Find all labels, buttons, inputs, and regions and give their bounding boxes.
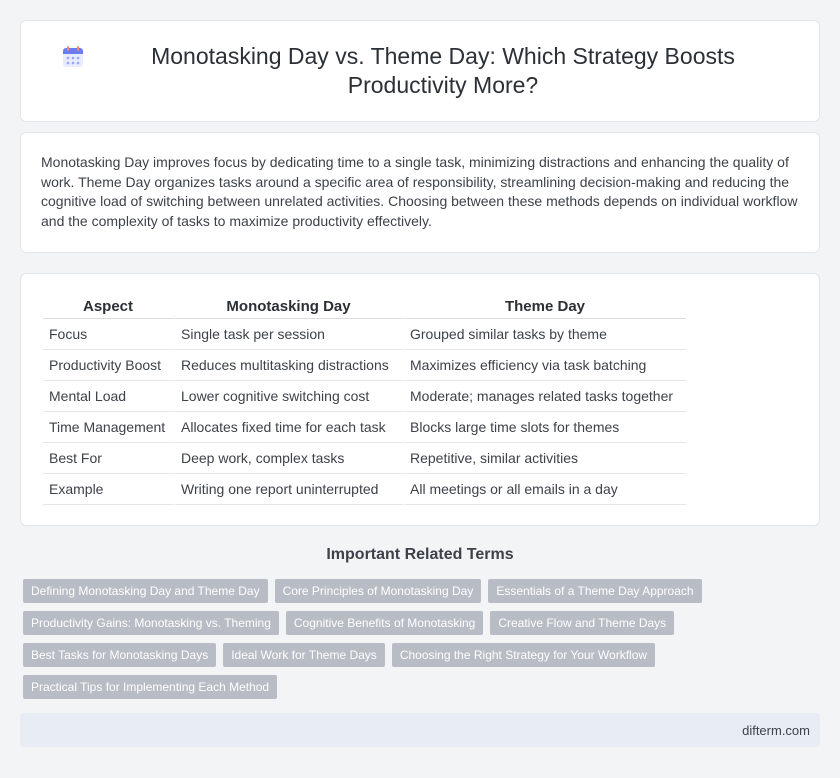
table-cell: Repetitive, similar activities xyxy=(404,443,686,474)
site-name[interactable]: difterm.com xyxy=(742,722,810,738)
related-term-tag[interactable]: Productivity Gains: Monotasking vs. Theming xyxy=(23,611,279,635)
table-cell: Grouped similar tasks by theme xyxy=(404,319,686,350)
table-cell: Single task per session xyxy=(175,319,404,350)
related-terms-tags xyxy=(23,579,823,707)
tag-row xyxy=(23,611,823,635)
table-header-row xyxy=(43,296,686,319)
related-term-tag[interactable]: Practical Tips for Implementing Each Method xyxy=(23,675,277,699)
tag-row xyxy=(23,643,823,667)
table-cell: All meetings or all emails in a day xyxy=(404,474,686,505)
comparison-table xyxy=(43,296,686,505)
table-row xyxy=(43,443,686,474)
related-term-tag[interactable]: Best Tasks for Monotasking Days xyxy=(23,643,216,667)
related-term-tag[interactable]: Defining Monotasking Day and Theme Day xyxy=(23,579,268,603)
intro-text: Monotasking Day improves focus by dedicating time to a single task, minimizing distractions and enhancing the quality of work. Theme Day organizes tasks around a specific area of responsibility, streamlining decision-making and reducing the cognitive load of switching between unrelated activities. Choosing between these methods depends on individual workflow and the complexity of tasks to maximize productivity effectively. xyxy=(41,154,798,229)
table-row xyxy=(43,319,686,350)
related-term-tag[interactable]: Core Principles of Monotasking Day xyxy=(275,579,482,603)
table-cell: Lower cognitive switching cost xyxy=(175,381,404,412)
intro-card xyxy=(20,132,820,253)
table-row xyxy=(43,412,686,443)
table-cell: Reduces multitasking distractions xyxy=(175,350,404,381)
table-cell: Deep work, complex tasks xyxy=(175,443,404,474)
related-term-tag[interactable]: Cognitive Benefits of Monotasking xyxy=(286,611,483,635)
comparison-table-card xyxy=(20,273,820,526)
calendar-icon xyxy=(61,45,85,69)
related-terms-title: Important Related Terms xyxy=(326,546,514,563)
column-header-theme-day: Theme Day xyxy=(404,296,686,319)
footer xyxy=(20,713,820,747)
table-row xyxy=(43,381,686,412)
related-term-tag[interactable]: Ideal Work for Theme Days xyxy=(223,643,385,667)
table-cell: Writing one report uninterrupted xyxy=(175,474,404,505)
table-cell: Time Management xyxy=(43,412,175,443)
table-cell: Mental Load xyxy=(43,381,175,412)
table-cell: Blocks large time slots for themes xyxy=(404,412,686,443)
table-cell: Best For xyxy=(43,443,175,474)
related-term-tag[interactable]: Choosing the Right Strategy for Your Workflow xyxy=(392,643,655,667)
table-cell: Moderate; manages related tasks together xyxy=(404,381,686,412)
related-term-tag[interactable]: Creative Flow and Theme Days xyxy=(490,611,674,635)
tag-row xyxy=(23,675,823,699)
table-cell: Productivity Boost xyxy=(43,350,175,381)
page-title: Monotasking Day vs. Theme Day: Which Strategy Boosts Productivity More? xyxy=(151,43,735,98)
header-card xyxy=(20,20,820,122)
table-cell: Maximizes efficiency via task batching xyxy=(404,350,686,381)
table-row xyxy=(43,350,686,381)
related-term-tag[interactable]: Essentials of a Theme Day Approach xyxy=(488,579,701,603)
column-header-monotasking-day: Monotasking Day xyxy=(175,296,404,319)
table-row xyxy=(43,474,686,505)
table-cell: Allocates fixed time for each task xyxy=(175,412,404,443)
table-cell: Focus xyxy=(43,319,175,350)
table-cell: Example xyxy=(43,474,175,505)
column-header-aspect: Aspect xyxy=(43,296,175,319)
tag-row xyxy=(23,579,823,603)
